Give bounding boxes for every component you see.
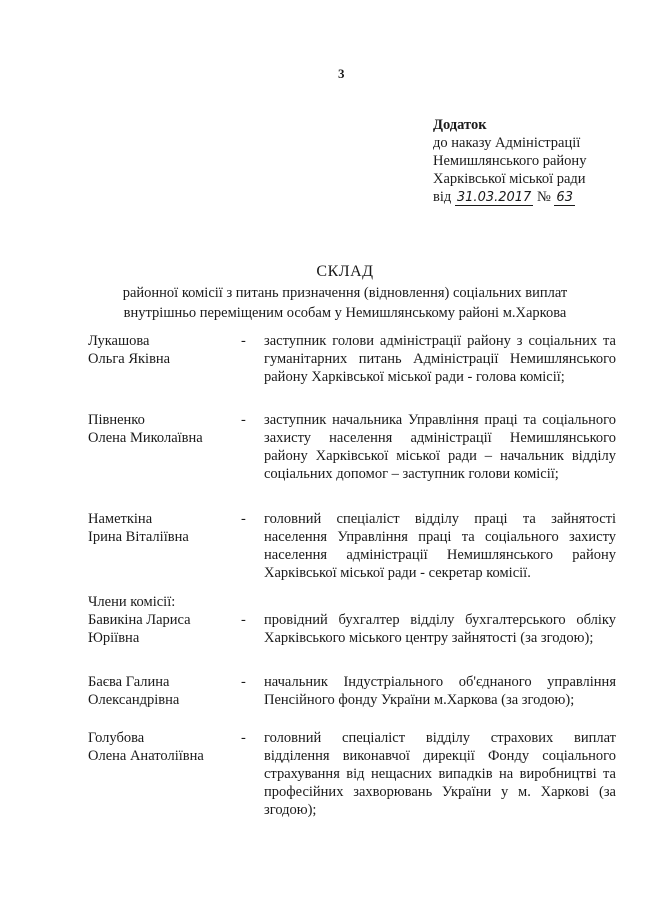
dash: - [241, 511, 246, 527]
member-given-name: Олександрівна [88, 692, 180, 708]
member-role: головний спеціаліст відділу праці та зайнятості населення Управління праці та соціального захисту населення адміністрації Немишлянського району Харківської міської ради - секретар комісії. [264, 511, 616, 581]
member-given-name: Олена Миколаївна [88, 430, 203, 446]
document-subtitle-line-1: районної комісії з питань призначення (відновлення) соціальних виплат [122, 285, 568, 301]
member-role: провідний бухгалтер відділу бухгалтерського обліку Харківського міського центру зайнятості (за згодою); [264, 612, 616, 646]
member-name [88, 332, 238, 368]
annex-block [433, 116, 586, 207]
member-name [88, 510, 238, 546]
member-role: головний спеціаліст відділу страхових виплат відділення виконавчої дирекції Фонду соціального страхування від нещасних випадків на виробництві та професійних захворювань України у м. Харкові (за згодою); [264, 730, 616, 818]
document-subtitle-line-2: внутрішньо переміщеним особам у Немишлянському районі м.Харкова [123, 305, 567, 321]
title-block [90, 262, 600, 322]
document-title: СКЛАД [316, 263, 374, 280]
annex-line-3: Харківської міської ради [433, 171, 586, 187]
member-name [88, 729, 238, 765]
annex-date-prefix: від [433, 189, 452, 205]
member-given-name: Ольга Яківна [88, 351, 171, 367]
dash: - [241, 333, 246, 349]
member-given-name: Олена Анатоліївна [88, 748, 204, 764]
member-role: начальник Індустріального об'єднаного управління Пенсійного фонду України м.Харкова (за згодою); [264, 674, 616, 708]
member-surname: Лукашова [88, 333, 150, 349]
annex-line-2: Немишлянського району [433, 153, 587, 169]
member-name [88, 411, 238, 447]
member-given-name: Ірина Віталіївна [88, 529, 189, 545]
annex-number-prefix: № [536, 189, 551, 205]
dash: - [241, 412, 246, 428]
member-surname: Баєва Галина [88, 674, 170, 690]
annex-title: Додаток [433, 117, 487, 133]
member-surname: Наметкіна [88, 511, 153, 527]
member-given-name: Юріївна [88, 630, 140, 646]
member-name [88, 611, 238, 647]
member-surname: Голубова [88, 730, 145, 746]
annex-line-1: до наказу Адміністрації [433, 135, 581, 151]
annex-date-line [433, 188, 586, 207]
members-label: Члени комісії: [88, 594, 176, 610]
dash: - [241, 674, 246, 690]
member-role: заступник начальника Управління праці та соціального захисту населення адміністрації Немишлянського району Харківської міської ради – начальник відділу соціальних допомог – заступник голови комісії; [264, 412, 616, 482]
member-surname: Бавикіна Лариса [88, 612, 191, 628]
annex-date: 31.03.2017 [456, 190, 532, 205]
annex-number: 63 [556, 190, 573, 205]
member-surname: Півненко [88, 412, 145, 428]
member-role: заступник голови адміністрації району з соціальних та гуманітарних питань Адміністрації Немишлянського району Харківської міської ради - голова комісії; [264, 333, 616, 385]
dash: - [241, 612, 246, 628]
dash: - [241, 730, 246, 746]
member-name [88, 673, 238, 709]
page-number: 3 [338, 66, 345, 81]
